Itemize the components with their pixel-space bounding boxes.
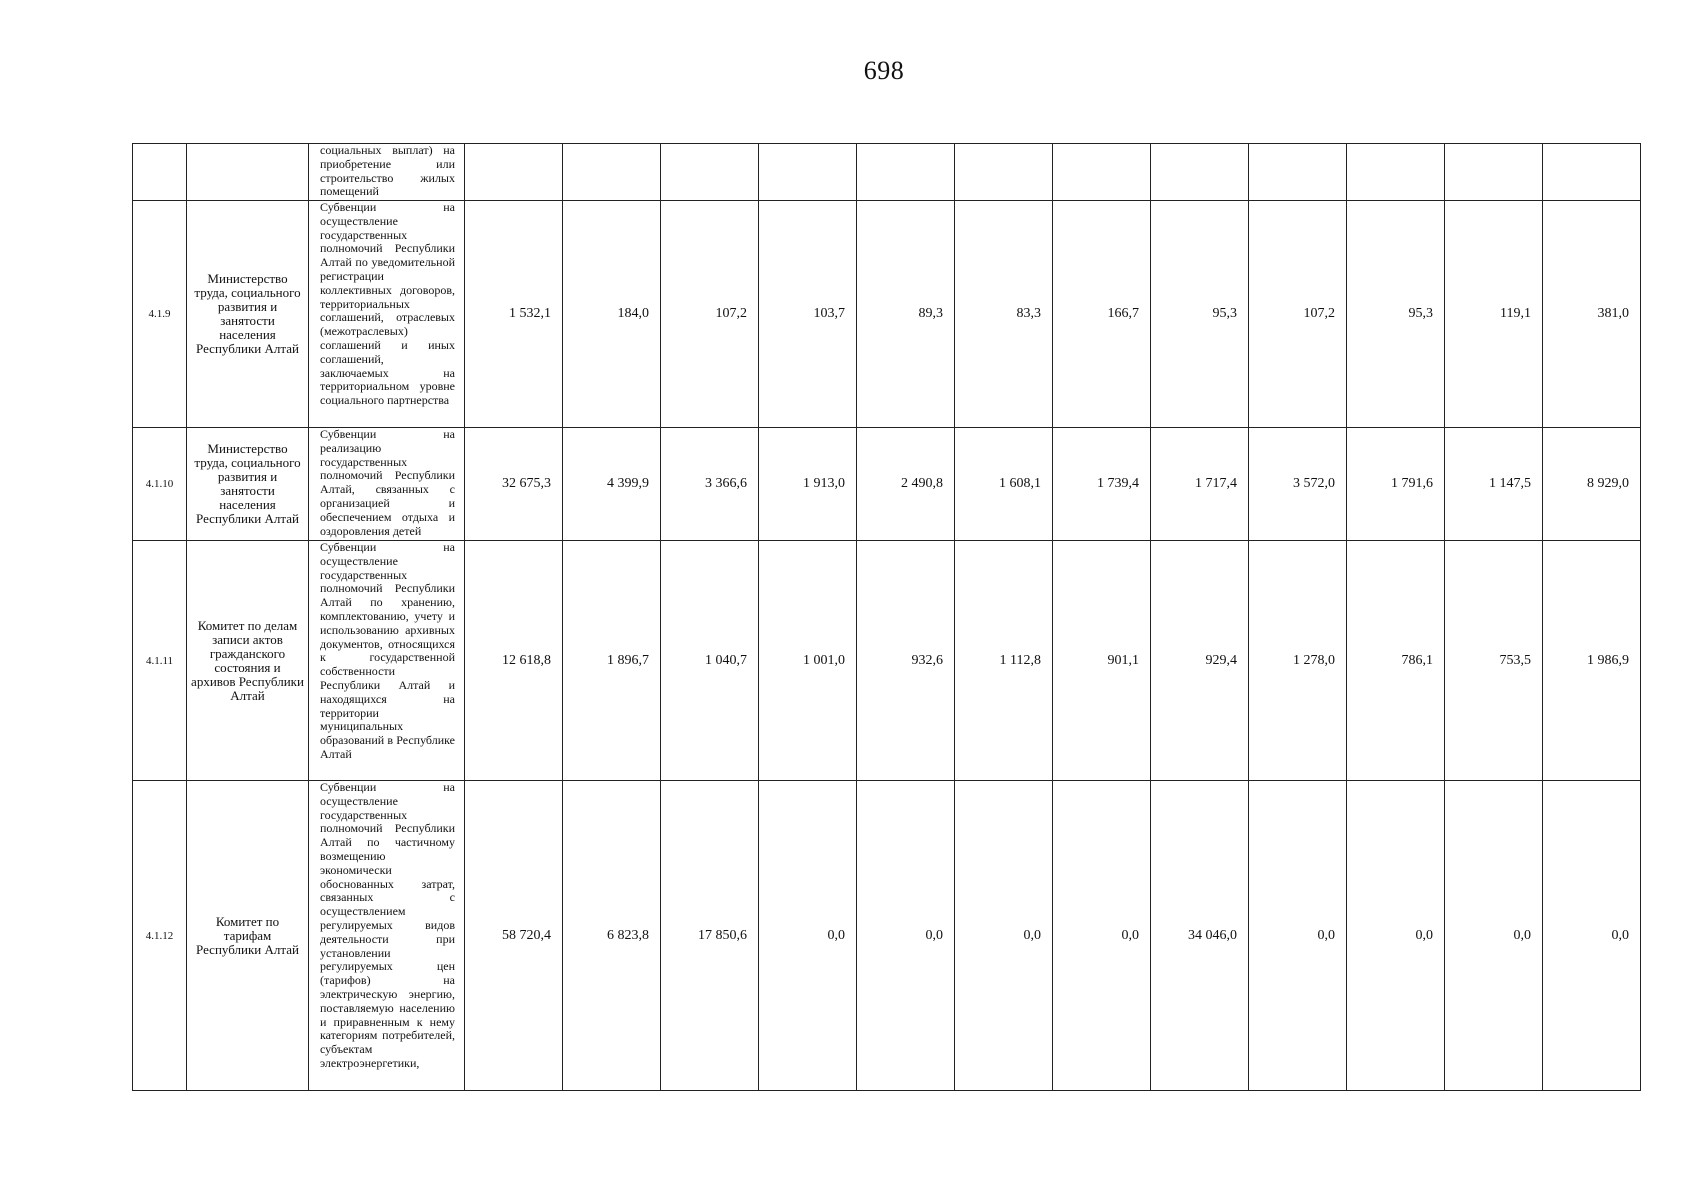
row-value-cell: 119,1	[1445, 201, 1543, 428]
row-value-cell: 103,7	[759, 201, 857, 428]
row-value-cell: 1 278,0	[1249, 541, 1347, 781]
row-value-cell: 17 850,6	[661, 781, 759, 1091]
row-code-cell: 4.1.9	[133, 201, 187, 428]
row-value-cell	[1151, 144, 1249, 201]
row-code-cell: 4.1.10	[133, 428, 187, 541]
row-value-cell	[661, 144, 759, 201]
row-value-cell: 95,3	[1347, 201, 1445, 428]
row-value-cell: 1 896,7	[563, 541, 661, 781]
row-value-cell: 1 147,5	[1445, 428, 1543, 541]
row-value-cell: 58 720,4	[465, 781, 563, 1091]
row-value-cell: 1 739,4	[1053, 428, 1151, 541]
row-value-cell: 8 929,0	[1543, 428, 1641, 541]
table-row	[133, 144, 1641, 201]
row-value-cell: 901,1	[1053, 541, 1151, 781]
row-description-cell: Субвенции на осуществление государственных полномочий Республики Алтай по хранению, комплектованию, учету и использованию архивных документов, относящихся к государственной собственности Республики Алтай и находящихся на территории муниципальных образований в Республике Алтай	[309, 541, 465, 781]
row-value-cell: 107,2	[661, 201, 759, 428]
row-value-cell: 1 791,6	[1347, 428, 1445, 541]
row-value-cell: 83,3	[955, 201, 1053, 428]
row-value-cell: 786,1	[1347, 541, 1445, 781]
row-organization-cell: Комитет по тарифам Республики Алтай	[187, 781, 309, 1091]
row-organization-cell: Министерство труда, социального развития и занятости населения Республики Алтай	[187, 201, 309, 428]
row-code-cell: 4.1.11	[133, 541, 187, 781]
row-value-cell: 12 618,8	[465, 541, 563, 781]
row-value-cell: 95,3	[1151, 201, 1249, 428]
row-organization-cell: Комитет по делам записи актов гражданского состояния и архивов Республики Алтай	[187, 541, 309, 781]
row-value-cell	[465, 144, 563, 201]
row-value-cell	[857, 144, 955, 201]
row-value-cell: 3 572,0	[1249, 428, 1347, 541]
row-code-cell	[133, 144, 187, 201]
budget-table	[132, 143, 1641, 1091]
row-value-cell: 4 399,9	[563, 428, 661, 541]
row-value-cell: 184,0	[563, 201, 661, 428]
table-row	[133, 201, 1641, 428]
row-value-cell: 1 913,0	[759, 428, 857, 541]
row-value-cell: 1 040,7	[661, 541, 759, 781]
row-description-cell: Субвенции на осуществление государственных полномочий Республики Алтай по уведомительной регистрации коллективных договоров, территориальных соглашений, отраслевых (межотраслевых) соглашений и иных соглашений, заключаемых на территориальном уровне социального партнерства	[309, 201, 465, 428]
row-value-cell: 1 608,1	[955, 428, 1053, 541]
row-value-cell: 107,2	[1249, 201, 1347, 428]
table-row	[133, 428, 1641, 541]
row-organization-cell	[187, 144, 309, 201]
row-value-cell: 0,0	[1445, 781, 1543, 1091]
row-value-cell: 0,0	[1249, 781, 1347, 1091]
row-value-cell: 1 717,4	[1151, 428, 1249, 541]
row-value-cell	[563, 144, 661, 201]
row-code-cell: 4.1.12	[133, 781, 187, 1091]
row-value-cell	[1347, 144, 1445, 201]
row-value-cell: 929,4	[1151, 541, 1249, 781]
row-value-cell: 34 046,0	[1151, 781, 1249, 1091]
row-description-cell: Субвенции на осуществление государственных полномочий Республики Алтай по частичному возмещению экономически обоснованных затрат, связанных с осуществлением регулируемых видов деятельности при установлении регулируемых цен (тарифов) на электрическую энергию, поставляемую населению и приравненным к нему категориям потребителей, субъектам электроэнергетики,	[309, 781, 465, 1091]
row-value-cell: 1 112,8	[955, 541, 1053, 781]
row-value-cell: 6 823,8	[563, 781, 661, 1091]
table-row	[133, 541, 1641, 781]
row-description-cell: Субвенции на реализацию государственных полномочий Республики Алтай, связанных с организацией и обеспечением отдыха и оздоровления детей	[309, 428, 465, 541]
row-value-cell: 0,0	[955, 781, 1053, 1091]
row-value-cell: 753,5	[1445, 541, 1543, 781]
table-body	[133, 144, 1641, 1091]
row-value-cell	[1249, 144, 1347, 201]
row-value-cell: 932,6	[857, 541, 955, 781]
row-value-cell: 89,3	[857, 201, 955, 428]
row-value-cell: 32 675,3	[465, 428, 563, 541]
row-value-cell: 0,0	[759, 781, 857, 1091]
row-value-cell	[1053, 144, 1151, 201]
row-value-cell: 0,0	[1543, 781, 1641, 1091]
row-value-cell	[1543, 144, 1641, 201]
row-value-cell: 2 490,8	[857, 428, 955, 541]
page-number: 698	[863, 56, 905, 85]
row-value-cell: 166,7	[1053, 201, 1151, 428]
row-value-cell: 0,0	[1053, 781, 1151, 1091]
row-value-cell: 3 366,6	[661, 428, 759, 541]
row-value-cell	[1445, 144, 1543, 201]
row-value-cell: 381,0	[1543, 201, 1641, 428]
row-value-cell: 1 986,9	[1543, 541, 1641, 781]
table-row	[133, 781, 1641, 1091]
row-value-cell	[759, 144, 857, 201]
row-value-cell	[955, 144, 1053, 201]
row-value-cell: 0,0	[1347, 781, 1445, 1091]
row-value-cell: 0,0	[857, 781, 955, 1091]
row-value-cell: 1 532,1	[465, 201, 563, 428]
row-organization-cell: Министерство труда, социального развития и занятости населения Республики Алтай	[187, 428, 309, 541]
row-value-cell: 1 001,0	[759, 541, 857, 781]
row-description-cell: социальных выплат) на приобретение или строительство жилых помещений	[309, 144, 465, 201]
